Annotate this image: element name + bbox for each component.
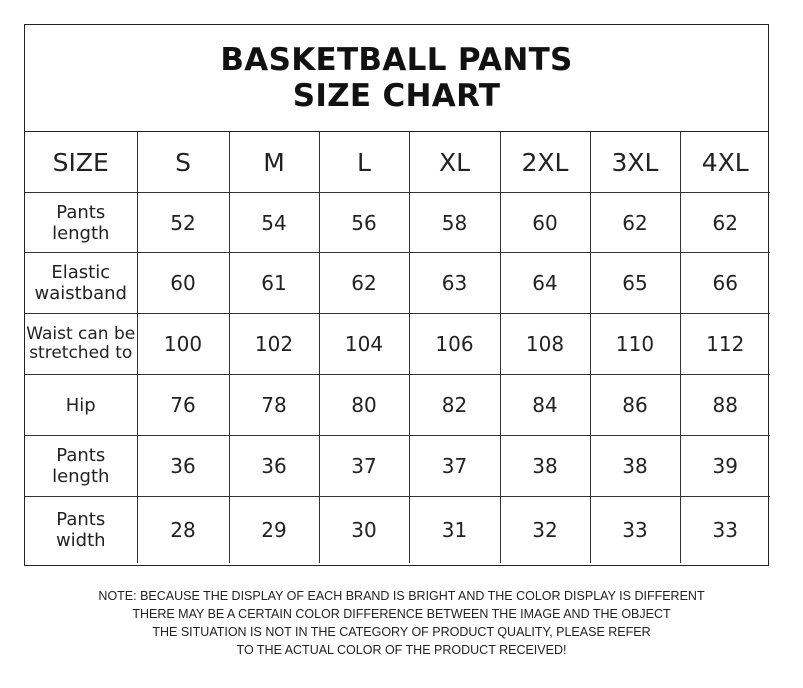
table-cell: 33	[590, 497, 680, 563]
table-cell: 60	[137, 253, 229, 314]
row-label	[25, 314, 137, 375]
table-cell: 38	[500, 436, 590, 497]
table-cell: 63	[409, 253, 500, 314]
note-line: TO THE ACTUAL COLOR OF THE PRODUCT RECEIVED!	[236, 643, 567, 657]
size-col-header: S	[137, 132, 229, 193]
table-cell: 76	[137, 375, 229, 436]
note-line: NOTE: BECAUSE THE DISPLAY OF EACH BRAND IS BRIGHT AND THE COLOR DISPLAY IS DIFFERENT	[98, 589, 705, 603]
row-label	[25, 253, 137, 314]
size-col-header: 3XL	[590, 132, 680, 193]
table-cell: 100	[137, 314, 229, 375]
table-cell: 39	[680, 436, 770, 497]
size-col-header: M	[229, 132, 319, 193]
table-cell: 56	[319, 193, 409, 253]
note-line: THE SITUATION IS NOT IN THE CATEGORY OF PRODUCT QUALITY, PLEASE REFER	[152, 625, 651, 639]
table-cell: 62	[319, 253, 409, 314]
table-row	[25, 253, 770, 314]
table-cell: 84	[500, 375, 590, 436]
table-cell: 106	[409, 314, 500, 375]
table-cell: 60	[500, 193, 590, 253]
table-cell: 61	[229, 253, 319, 314]
title-line-2: SIZE CHART	[292, 78, 501, 114]
note-line: THERE MAY BE A CERTAIN COLOR DIFFERENCE BETWEEN THE IMAGE AND THE OBJECT	[132, 607, 671, 621]
table-cell: 102	[229, 314, 319, 375]
title-line-1: BASKETBALL PANTS	[220, 42, 573, 78]
table-cell: 54	[229, 193, 319, 253]
table-cell: 30	[319, 497, 409, 563]
size-col-header: XL	[409, 132, 500, 193]
row-label-line-2: waistband	[34, 283, 127, 304]
table-row	[25, 497, 770, 563]
size-col-header: 2XL	[500, 132, 590, 193]
table-cell: 37	[409, 436, 500, 497]
table-cell: 78	[229, 375, 319, 436]
table-cell: 32	[500, 497, 590, 563]
table-cell: 58	[409, 193, 500, 253]
table-cell: 62	[680, 193, 770, 253]
row-label	[25, 497, 137, 563]
row-label	[25, 436, 137, 497]
table-cell: 88	[680, 375, 770, 436]
size-col-header: 4XL	[680, 132, 770, 193]
table-cell: 65	[590, 253, 680, 314]
table-cell: 29	[229, 497, 319, 563]
row-label-line-1: Hip	[65, 394, 96, 416]
chart-title	[25, 25, 768, 132]
table-cell: 37	[319, 436, 409, 497]
size-table	[25, 132, 770, 563]
size-chart	[24, 24, 769, 566]
table-row	[25, 436, 770, 497]
size-col-header: L	[319, 132, 409, 193]
row-label-line-2: length	[52, 466, 110, 487]
row-label	[25, 193, 137, 253]
table-row	[25, 314, 770, 375]
table-cell: 86	[590, 375, 680, 436]
table-row	[25, 375, 770, 436]
table-cell: 28	[137, 497, 229, 563]
table-cell: 112	[680, 314, 770, 375]
table-cell: 36	[229, 436, 319, 497]
table-cell: 33	[680, 497, 770, 563]
row-label-line-2: width	[55, 529, 106, 551]
table-cell: 52	[137, 193, 229, 253]
row-label-line-1: Elastic	[51, 262, 111, 283]
row-label-line-2: stretched to	[29, 343, 133, 363]
row-label-line-2: length	[52, 222, 110, 244]
table-cell: 108	[500, 314, 590, 375]
table-cell: 36	[137, 436, 229, 497]
table-cell: 66	[680, 253, 770, 314]
table-cell: 31	[409, 497, 500, 563]
table-cell: 104	[319, 314, 409, 375]
table-cell: 110	[590, 314, 680, 375]
table-cell: 82	[409, 375, 500, 436]
row-label-line-1: Pants	[56, 445, 106, 466]
row-label	[25, 375, 137, 436]
row-label-line-1: Pants	[56, 201, 106, 223]
table-cell: 38	[590, 436, 680, 497]
row-label-line-1: Waist can be	[26, 324, 136, 344]
disclaimer-note	[0, 587, 803, 659]
table-cell: 80	[319, 375, 409, 436]
table-row	[25, 193, 770, 253]
row-label-line-1: Pants	[56, 508, 106, 530]
table-cell: 64	[500, 253, 590, 314]
size-header-label: SIZE	[25, 132, 137, 193]
table-cell: 62	[590, 193, 680, 253]
header-row	[25, 132, 770, 193]
